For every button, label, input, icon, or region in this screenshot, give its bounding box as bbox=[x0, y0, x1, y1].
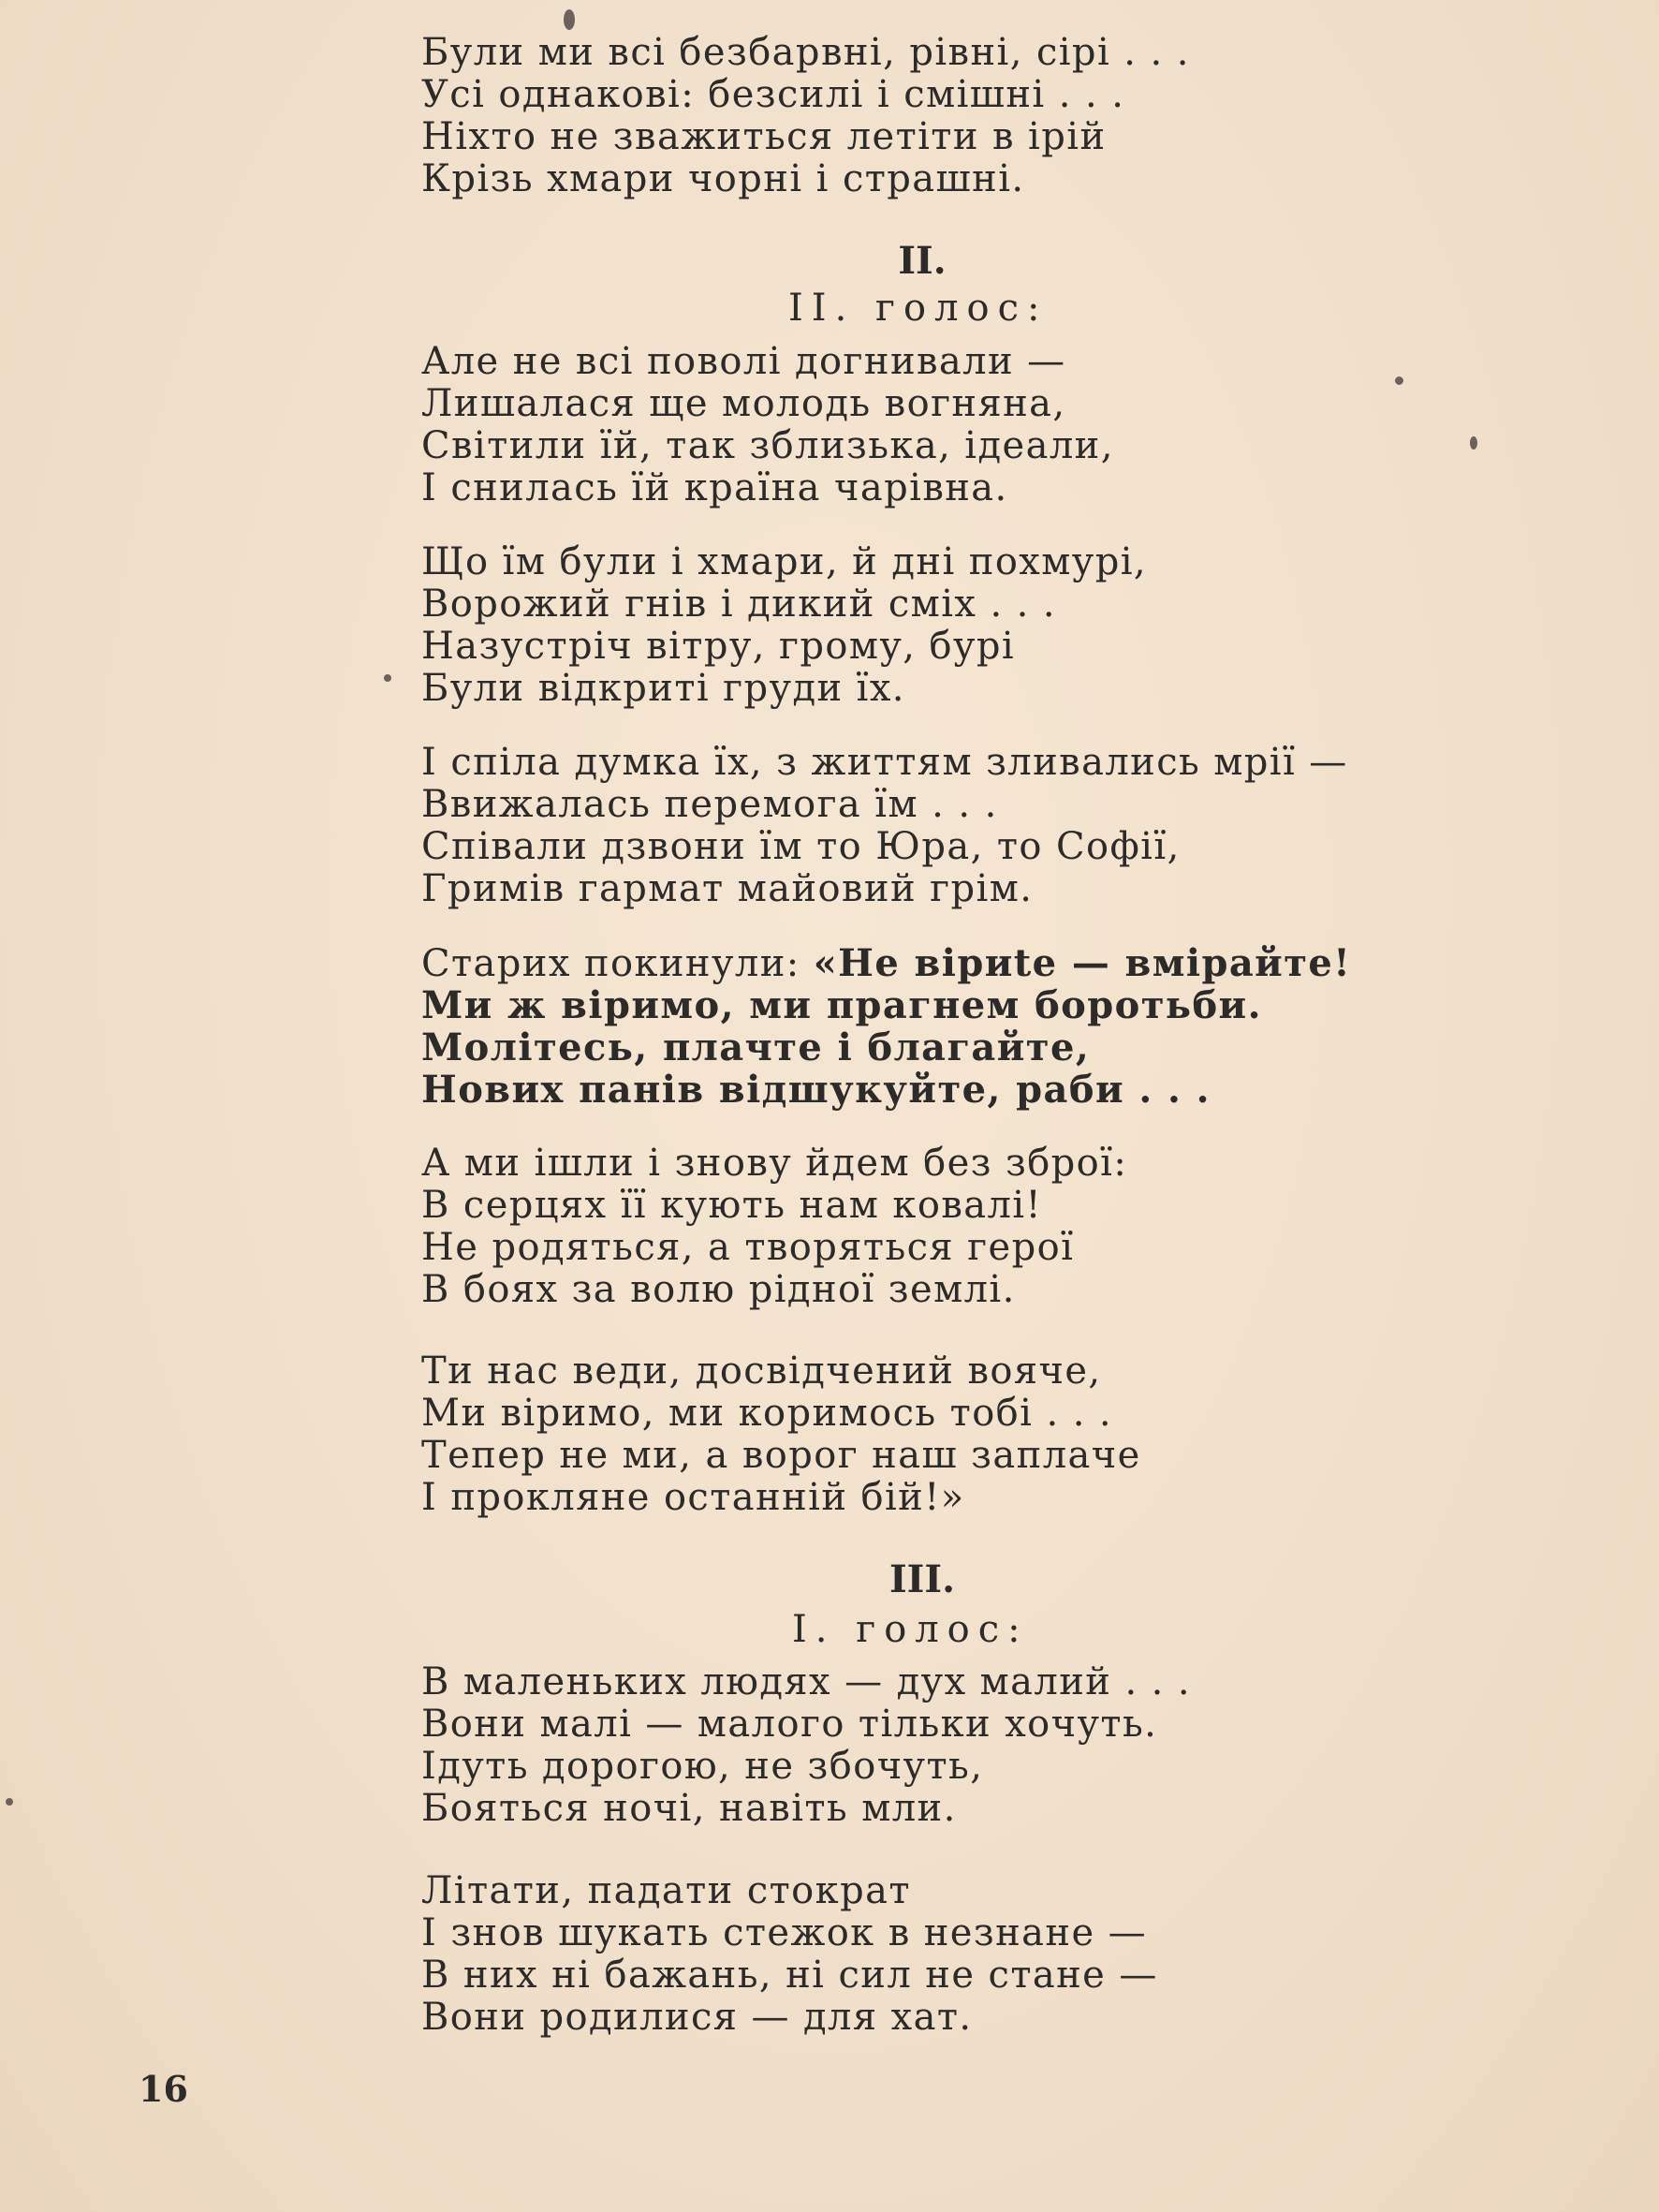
verse-line: Ворожий гнів і дикий сміх . . . bbox=[421, 582, 1057, 626]
stanza-7 bbox=[421, 1350, 1545, 1519]
verse-line: Ввижалась перемога їм . . . bbox=[421, 783, 998, 826]
verse-line: Але не всі поволі догнивали — bbox=[421, 340, 1066, 383]
section-heading-3: III. bbox=[888, 1557, 956, 1601]
stanza-9 bbox=[421, 1870, 1545, 2039]
verse-line: Нових панів відшукуйте, раби . . . bbox=[421, 1068, 1211, 1112]
verse-line: Крізь хмари чорні і страшні. bbox=[421, 157, 1025, 200]
ink-speck bbox=[384, 674, 391, 682]
verse-line: Літати, падати стократ bbox=[421, 1869, 911, 1912]
verse-line: А ми ішли і знову йдем без зброї: bbox=[421, 1142, 1128, 1185]
stanza-5 bbox=[421, 942, 1545, 1111]
verse-line bbox=[421, 942, 1545, 984]
stanza-6 bbox=[421, 1143, 1545, 1311]
ink-speck bbox=[564, 9, 575, 30]
verse-line: В серцях її кують нам ковалі! bbox=[421, 1184, 1042, 1227]
verse-line: Ти нас веди, досвідчений вояче, bbox=[421, 1349, 1102, 1393]
verse-line: Вони малі — малого тільки хочуть. bbox=[421, 1703, 1158, 1746]
verse-line: Були відкриті груди їх. bbox=[421, 667, 905, 710]
voice-label-2: II. голос: bbox=[788, 287, 1049, 330]
verse-line-prefix: Старих покинули: bbox=[421, 942, 814, 985]
verse-line: Світили їй, так зблизька, ідеали, bbox=[421, 424, 1114, 467]
stanza-8 bbox=[421, 1661, 1545, 1830]
verse-line: Ідуть дорогою, не збочуть, bbox=[421, 1745, 984, 1788]
stanza-1 bbox=[421, 32, 1545, 200]
verse-line: І спіла думка їх, з життям зливались мрії — bbox=[421, 741, 1348, 784]
verse-line-quote: «Не віриte — вмірайте! bbox=[813, 941, 1352, 985]
verse-line: Співали дзвони їм то Юра, то Софії, bbox=[421, 825, 1181, 868]
verse-line: Вони родилися — для хат. bbox=[421, 1996, 973, 2039]
verse-line: Ніхто не зважиться летіти в ірій bbox=[421, 115, 1107, 158]
verse-line: Ми віримо, ми коримось тобі . . . bbox=[421, 1392, 1113, 1435]
verse-line: Тепер не ми, а ворог наш заплаче bbox=[421, 1434, 1141, 1477]
verse-line: Назустріч вітру, грому, бурі bbox=[421, 625, 1016, 668]
verse-line: І знов шукать стежок в незнане — bbox=[421, 1911, 1148, 1954]
page-number: 16 bbox=[139, 2068, 188, 2110]
stanza-3 bbox=[421, 541, 1545, 710]
verse-line: В боях за волю рідної землі. bbox=[421, 1268, 1016, 1311]
verse-line: Усі однакові: безсилі і смішні . . . bbox=[421, 73, 1125, 116]
stanza-2 bbox=[421, 341, 1545, 509]
verse-line: Були ми всі безбарвні, рівні, сірі . . . bbox=[421, 31, 1190, 74]
stanza-4 bbox=[421, 742, 1545, 910]
verse-line: Бояться ночі, навіть мли. bbox=[421, 1787, 957, 1830]
verse-line: Лишалася ще молодь вогняна, bbox=[421, 382, 1066, 425]
verse-line: В них ні бажань, ні сил не стане — bbox=[421, 1954, 1158, 1997]
voice-label-3: I. голос: bbox=[792, 1608, 1029, 1651]
verse-line: Не родяться, а творяться герої bbox=[421, 1226, 1075, 1269]
section-heading-2: II. bbox=[898, 239, 947, 283]
verse-line: Ми ж віримо, ми прагнем боротьби. bbox=[421, 983, 1262, 1027]
verse-line: Гримів гармат майовий грім. bbox=[421, 867, 1034, 910]
verse-line: Молітесь, плачте і благайте, bbox=[421, 1025, 1091, 1069]
verse-line: Що їм були і хмари, й дні похмурі, bbox=[421, 540, 1148, 583]
ink-speck bbox=[6, 1798, 13, 1806]
verse-line: І прокляне останній бій!» bbox=[421, 1476, 965, 1519]
verse-line: В маленьких людях — дух малий . . . bbox=[421, 1660, 1192, 1703]
verse-line: І снилась їй країна чарівна. bbox=[421, 466, 1008, 509]
